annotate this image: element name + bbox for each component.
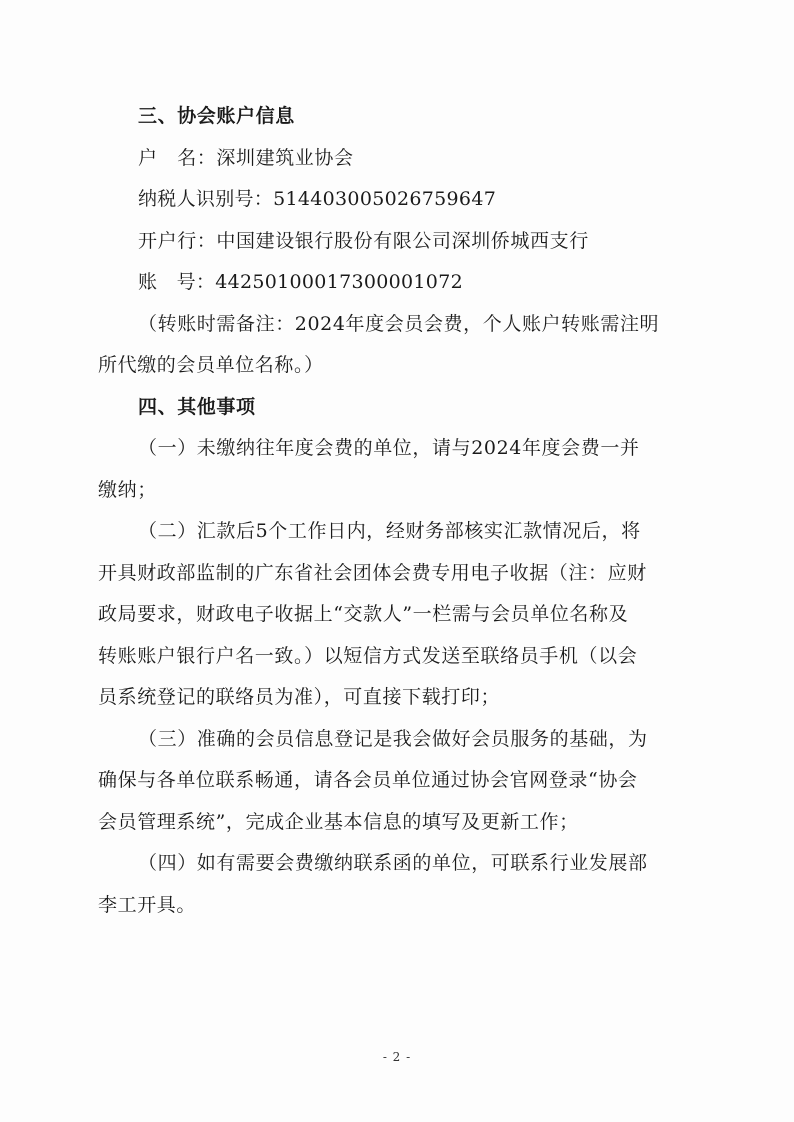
bank-name: 开户行：中国建设银行股份有限公司深圳侨城西支行	[138, 229, 589, 252]
item-2-line: 员系统登记的联络员为准），可直接下载打印；	[98, 686, 501, 708]
item-2-line: （二）汇款后5个工作日内，经财务部核实汇款情况后，将	[138, 520, 641, 542]
tax-id: 纳税人识别号：514403005026759647	[138, 188, 497, 210]
document-body	[98, 96, 698, 926]
item-2-line: 开具财政部监制的广东省社会团体会费专用电子收据（注：应财	[98, 561, 647, 584]
item-2-line: 政局要求，财政电子收据上“交款人”一栏需与会员单位名称及	[98, 603, 629, 625]
transfer-note-line: 所代缴的会员单位名称。）	[98, 354, 324, 376]
item-1-line: 缴纳；	[98, 478, 157, 501]
account-number: 账 号：44250100017300001072	[138, 271, 463, 293]
section-4-heading: 四、其他事项	[138, 395, 256, 418]
item-4-line: （四）如有需要会费缴纳联系函的单位，可联系行业发展部	[138, 852, 648, 874]
account-name: 户 名：深圳建筑业协会	[138, 146, 354, 169]
section-3-heading: 三、协会账户信息	[138, 105, 295, 127]
item-4-line: 李工开具。	[98, 893, 197, 916]
item-3-line: 会员管理系统”，完成企业基本信息的填写及更新工作；	[98, 810, 579, 833]
page-number: - 2 -	[382, 1050, 412, 1064]
transfer-note-line: （转账时需备注：2024年度会员会费，个人账户转账需注明	[138, 312, 660, 335]
item-2-line: 转账账户银行户名一致。）以短信方式发送至联络员手机（以会	[98, 644, 638, 667]
item-3-line: 确保与各单位联系畅通，请各会员单位通过协会官网登录“协会	[98, 769, 638, 791]
item-3-line: （三）准确的会员信息登记是我会做好会员服务的基础，为	[138, 727, 648, 750]
item-1-line: （一）未缴纳往年度会费的单位，请与2024年度会费一并	[138, 437, 640, 459]
